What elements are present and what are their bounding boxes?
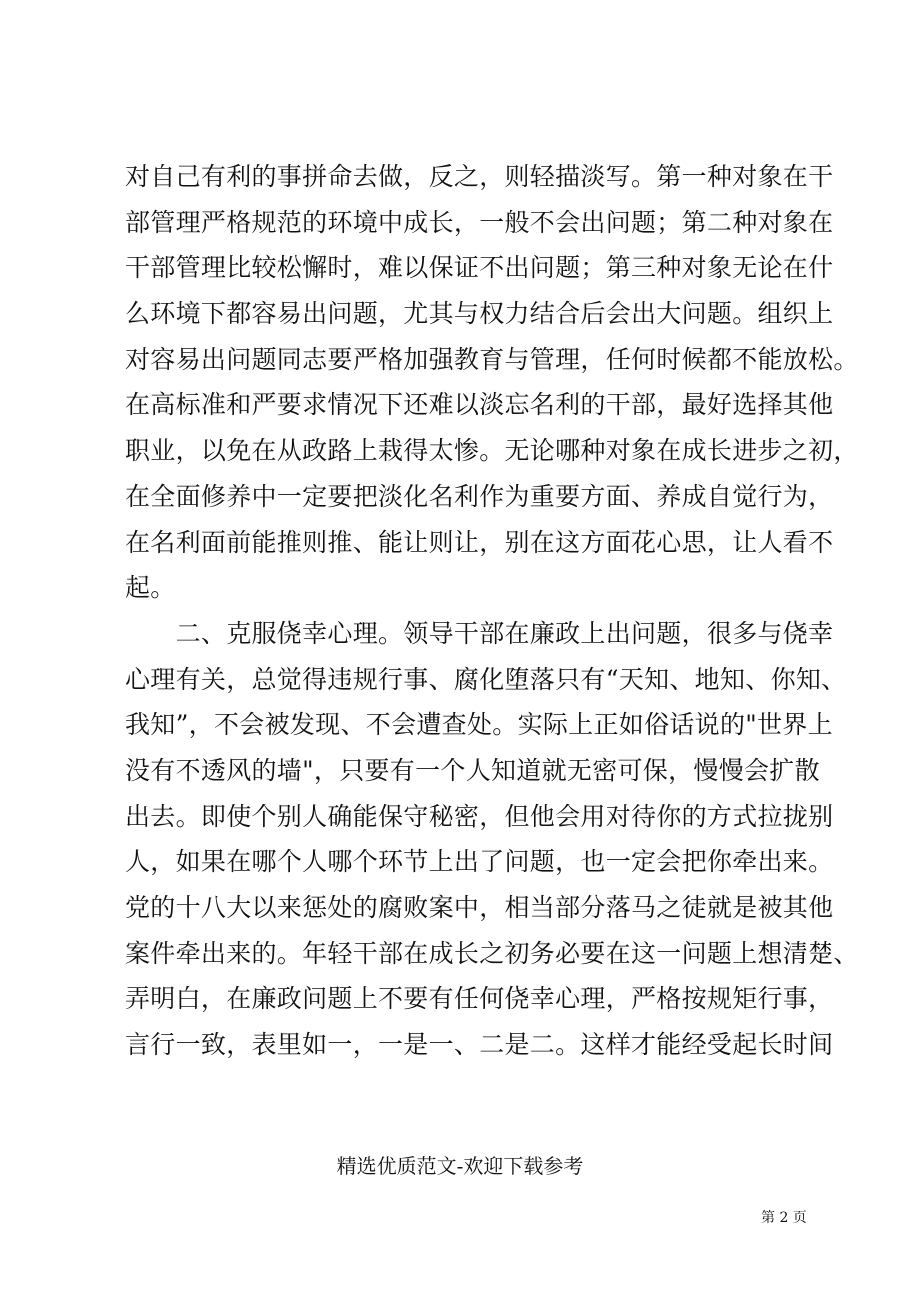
text-line: 在全面修养中一定要把淡化名利作为重要方面、养成自觉行为， (125, 481, 834, 511)
body-text (125, 154, 859, 1068)
text-line: 职业，以免在从政路上栽得太惨。无论哪种对象在成长进步之初， (125, 436, 859, 466)
text-line: 言行一致，表里如一，一是一、二是二。这样才能经受起长时间 (125, 1030, 834, 1060)
text-line: 案件牵出来的。年轻干部在成长之初务必要在这一问题上想清楚、 (125, 938, 859, 968)
text-line: 心理有关，总觉得违规行事、腐化堕落只有“天知、地知、你知、 (125, 664, 847, 694)
text-line: 起。 (125, 573, 176, 603)
page-number: 第 2 页 (761, 1210, 807, 1226)
footer-title: 精选优质范文-欢迎下载参考 (336, 1154, 584, 1178)
text-line: 没有不透风的墙"，只要有一个人知道就无密可保，慢慢会扩散 (125, 755, 820, 785)
text-line: 部管理严格规范的环境中成长，一般不会出问题；第二种对象在 (125, 207, 834, 237)
text-line: 在高标准和严要求情况下还难以淡忘名利的干部，最好选择其他 (125, 390, 834, 420)
text-line: 我知”，不会被发现、不会遭查处。实际上正如俗话说的"世界上 (125, 710, 833, 740)
text-line: 么环境下都容易出问题，尤其与权力结合后会出大问题。组织上 (125, 299, 834, 329)
text-line: 人，如果在哪个人哪个环节上出了问题，也一定会把你牵出来。 (125, 847, 834, 877)
text-line: 出去。即使个别人确能保守秘密，但他会用对待你的方式拉拢别 (125, 801, 834, 831)
text-line: 弄明白，在廉政问题上不要有任何侥幸心理，严格按规矩行事， (125, 984, 834, 1014)
text-line: 对自己有利的事拼命去做，反之，则轻描淡写。第一种对象在干 (125, 162, 834, 191)
text-line: 二、克服侥幸心理。领导干部在廉政上出问题，很多与侥幸 (125, 618, 834, 648)
text-line: 党的十八大以来惩处的腐败案中，相当部分落马之徒就是被其他 (125, 893, 834, 922)
text-line: 在名利面前能推则推、能让则让，别在这方面花心思，让人看不 (125, 527, 834, 557)
text-line: 对容易出问题同志要严格加强教育与管理，任何时候都不能放松。 (125, 344, 859, 374)
text-line: 干部管理比较松懈时，难以保证不出问题；第三种对象无论在什 (125, 253, 834, 283)
